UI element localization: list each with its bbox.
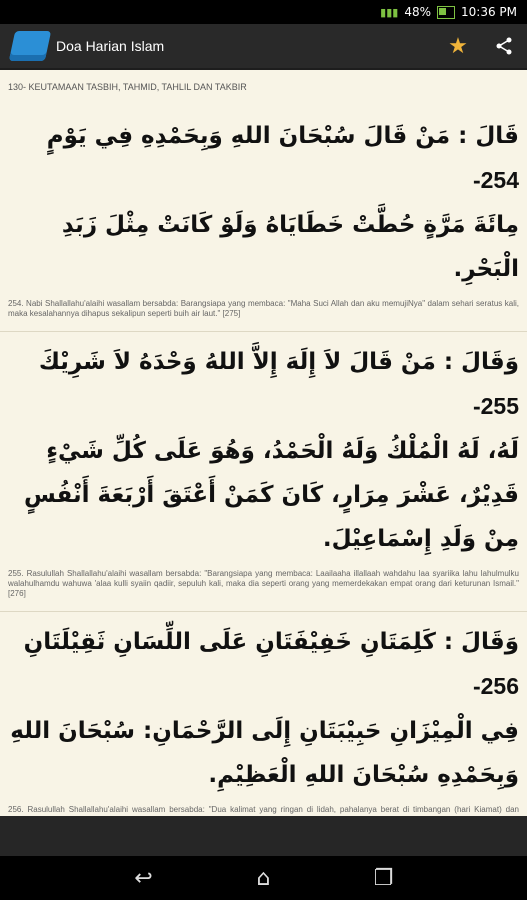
back-button[interactable] [124, 863, 164, 893]
arabic-text [8, 114, 519, 291]
star-icon: ★ [448, 33, 468, 59]
entry-255 [0, 340, 527, 599]
arabic-text [8, 340, 519, 561]
recent-apps-icon: ❐ [373, 865, 394, 891]
app-title: Doa Harian Islam [56, 38, 165, 54]
entry-number: 256- [472, 673, 519, 699]
arabic-text [8, 620, 519, 797]
entry-256 [0, 620, 527, 816]
battery-icon [437, 6, 455, 19]
back-icon: ↩ [134, 865, 153, 891]
recent-apps-button[interactable] [364, 863, 404, 893]
content-area[interactable] [0, 70, 527, 816]
system-nav-bar [0, 856, 527, 900]
translation-text: 255. Rasulullah Shallallahu'alaihi wasallam bersabda: "Barangsiapa yang membaca: Laailaaha illallaah wahdahu laa syariika lahu lahulmulku walahulhamdu wahuwa 'alaa kulli syaiin qadiir, sepuluh kali, maka dia seperti orang yang memerdekakan empat orang dari keturunan Ismail." [276] [8, 569, 519, 598]
divider [0, 331, 527, 332]
arabic-line-2: لَهُ، لَهُ الْمُلْكُ وَلَهُ الْحَمْدُ، وَهُوَ عَلَى كُلِّ شَيْءٍ قَدِيْرٌ، عَشْرَ مِرَارٍ، كَانَ كَمَنْ أَعْتَقَ أَرْبَعَةَ أَنْفُسٍ مِنْ وَلَدِ إِسْمَاعِيْلَ. [23, 438, 519, 552]
home-icon: ⌂ [256, 865, 271, 891]
book-icon[interactable] [9, 31, 51, 61]
chapter-title: 130- KEUTAMAAN TASBIH, TAHMID, TAHLIL DAN TAKBIR [8, 82, 247, 92]
arabic-line-1: قَالَ : مَنْ قَالَ سُبْحَانَ اللهِ وَبِحَمْدِهِ فِي يَوْمٍ [46, 123, 519, 149]
home-button[interactable] [244, 863, 284, 893]
arabic-line-1: وَقَالَ : كَلِمَتَانِ خَفِيْفَتَانِ عَلَى اللِّسَانِ ثَقِيْلَتَانِ [23, 629, 519, 655]
translation-text: 254. Nabi Shallallahu'alaihi wasallam bersabda: Barangsiapa yang membaca: "Maha Suci Allah dan aku memujiNya" dalam sehari seratus kali, maka kesalahannya dihapus sekalipun seperti buih air laut." [275] [8, 299, 519, 318]
share-icon [494, 36, 514, 56]
entry-254 [0, 114, 527, 319]
arabic-line-1: وَقَالَ : مَنْ قَالَ لاَ إِلَهَ إِلاَّ اللهُ وَحْدَهُ لاَ شَرِيْكَ [38, 349, 519, 375]
favorite-button[interactable] [435, 23, 481, 69]
clock: 10:36 PM [461, 5, 517, 19]
battery-percent: 48% [404, 5, 431, 19]
arabic-line-2: فِي الْمِيْزَانِ حَبِيْبَتَانِ إِلَى الرَّحْمَانِ: سُبْحَانَ اللهِ وَبِحَمْدِهِ سُبْحَانَ اللهِ الْعَظِيْمِ. [10, 718, 519, 788]
status-bar [0, 0, 527, 24]
action-bar [0, 24, 527, 70]
signal-icon: ▮▮▮ [380, 5, 399, 19]
divider [0, 611, 527, 612]
share-button[interactable] [481, 23, 527, 69]
entry-number: 255- [472, 393, 519, 419]
entry-number: 254- [472, 167, 519, 193]
arabic-line-2: مِائَةَ مَرَّةٍ حُطَّتْ خَطَايَاهُ وَلَوْ كَانَتْ مِثْلَ زَبَدِ الْبَحْرِ. [61, 212, 519, 282]
bottom-bar [0, 816, 527, 856]
translation-text: 256. Rasulullah Shallallahu'alaihi wasallam bersabda: "Dua kalimat yang ringan di lidah, pahalanya berat di timbangan (hari Kiamat) dan [8, 805, 519, 814]
